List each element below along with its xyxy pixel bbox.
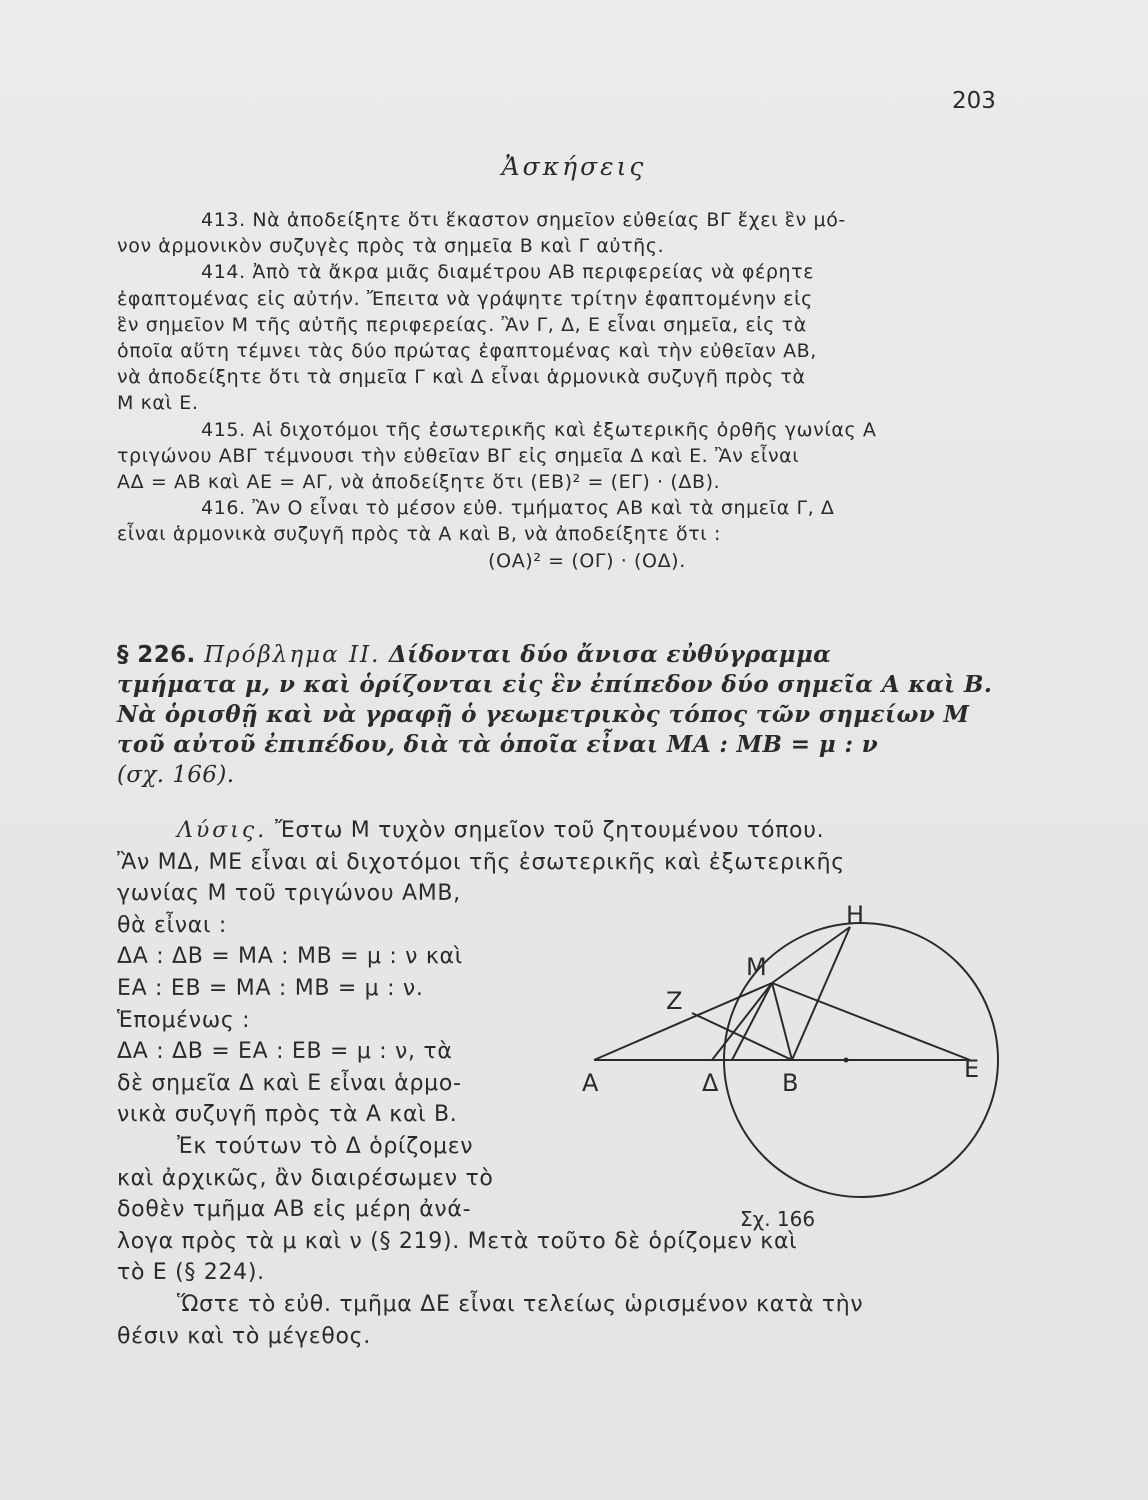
section-number: § 226.: [117, 642, 196, 668]
exercise-414-line: ἐφαπτομένας εἰς αὐτήν. Ἔπειτα νὰ γράψητε τρίτην ἐφαπτομένην εἰς: [117, 287, 813, 310]
problem-statement-line: Νὰ ὁρισθῇ καὶ νὰ γραφῇ ὁ γεωμετρικὸς τόπος τῶν σημείων Μ: [117, 701, 970, 728]
solution-line: Ἔστω Μ τυχὸν σημεῖον τοῦ ζητουμένου τόπου.: [274, 818, 825, 843]
figure-caption: Σχ. 166: [740, 1207, 816, 1231]
label-Z: Ζ: [666, 987, 683, 1015]
label-E: Ε: [964, 1055, 980, 1083]
solution-line: δὲ σημεῖα Δ καὶ Ε εἶναι ἁρμο-: [117, 1070, 462, 1096]
solution-line: Ὥστε τὸ εὐθ. τμῆμα ΔΕ εἶναι τελείως ὡρισμένον κατὰ τὴν: [177, 1291, 864, 1317]
solution-line: δοθὲν τμῆμα ΑΒ εἰς μέρη ἀνά-: [117, 1197, 472, 1223]
exercise-414-line: ὁποῖα αὕτη τέμνει τὰς δύο πρώτας ἐφαπτομένας καὶ τὴν εὐθεῖαν ΑΒ,: [117, 340, 817, 363]
solution-line: γωνίας Μ τοῦ τριγώνου ΑΜΒ,: [117, 881, 461, 907]
solution-line: Ἐκ τούτων τὸ Δ ὁρίζομεν: [177, 1133, 474, 1159]
page-number: 203: [952, 88, 996, 114]
solution-line: λογα πρὸς τὰ μ καὶ ν (§ 219). Μετὰ τοῦτο δὲ ὁρίζομεν καὶ: [117, 1228, 798, 1254]
solution-line: νικὰ συζυγῆ πρὸς τὰ Α καὶ Β.: [117, 1102, 458, 1128]
figure-166: [560, 895, 1000, 1205]
solution-line: καὶ ἀρχικῶς, ἂν διαιρέσωμεν τὸ: [117, 1165, 494, 1191]
exercise-416-line: εἶναι ἁρμονικὰ συζυγῆ πρὸς τὰ Α καὶ Β, νὰ ἀποδείξητε ὅτι :: [117, 523, 721, 546]
exercises-block: [117, 207, 997, 574]
solution-line: τὸ Ε (§ 224).: [117, 1260, 265, 1286]
exercise-414-line: Μ καὶ Ε.: [117, 392, 199, 415]
problem-statement-line: τοῦ αὐτοῦ ἐπιπέδου, διὰ τὰ ὁποῖα εἶναι ΜΑ : ΜΒ = μ : ν: [117, 731, 879, 758]
solution-line: Ἂν ΜΔ, ΜΕ εἶναι αἱ διχοτόμοι τῆς ἐσωτερικῆς καὶ ἐξωτερικῆς: [117, 849, 845, 875]
solution-equation: ΔΑ : ΔΒ = ΕΑ : ΕΒ = μ : ν, τὰ: [117, 1039, 453, 1065]
exercise-414-line: ἓν σημεῖον Μ τῆς αὐτῆς περιφερείας. Ἂν Γ, Δ, Ε εἶναι σημεῖα, εἰς τὰ: [117, 313, 807, 336]
solution-equation: ΔΑ : ΔΒ = ΜΑ : ΜΒ = μ : ν καὶ: [117, 944, 463, 970]
line-AM: [594, 983, 772, 1060]
line-MD: [712, 983, 772, 1060]
exercise-416-formula: (ΟΑ)² = (ΟΓ) · (ΟΔ).: [488, 549, 686, 572]
solution-line: θὰ εἶναι :: [117, 912, 227, 938]
label-A: Α: [582, 1069, 599, 1097]
line-MB: [772, 983, 792, 1060]
problem-statement-line: τμήματα μ, ν καὶ ὁρίζονται εἰς ἓν ἐπίπεδον δύο σημεῖα Α καὶ Β.: [117, 671, 993, 698]
exercises-heading: Ἀσκήσεις: [501, 152, 647, 181]
section-226: [117, 640, 997, 790]
solution-first-line: [117, 815, 1007, 847]
solution-equation: ΕΑ : ΕΒ = ΜΑ : ΜΒ = μ : ν.: [117, 975, 424, 1001]
label-B: Β: [782, 1069, 799, 1097]
line-ME: [772, 983, 970, 1060]
label-H: Η: [846, 901, 865, 929]
section-first-line: [117, 640, 997, 670]
exercise-415-line: τριγώνου ΑΒΓ τέμνουσι τὴν εὐθεῖαν ΒΓ εἰς σημεῖα Δ καὶ Ε. Ἂν εἶναι: [117, 444, 800, 467]
exercise-415-line: 415. Αἱ διχοτόμοι τῆς ἐσωτερικῆς καὶ ἐξωτερικῆς ὀρθῆς γωνίας Α: [201, 418, 877, 441]
exercise-416-line: 416. Ἂν Ο εἶναι τὸ μέσον εὐθ. τμήματος ΑΒ καὶ τὰ σημεῖα Γ, Δ: [201, 497, 835, 520]
solution-line: θέσιν καὶ τὸ μέγεθος.: [117, 1323, 371, 1349]
center-point: [844, 1058, 849, 1063]
exercise-413-line: νον ἁρμονικὸν συζυγὲς πρὸς τὰ σημεῖα Β καὶ Γ αὐτῆς.: [117, 235, 665, 258]
exercise-413-line: 413. Νὰ ἀποδείξητε ὅτι ἕκαστον σημεῖον εὐθείας ΒΓ ἔχει ἓν μό-: [201, 209, 846, 231]
label-D: Δ: [702, 1069, 719, 1097]
label-M: Μ: [746, 953, 767, 981]
exercise-415-line: ΑΔ = ΑΒ καὶ ΑΕ = ΑΓ, νὰ ἀποδείξητε ὅτι (ΕΒ)² = (ΕΓ) · (ΔΒ).: [117, 471, 721, 494]
exercise-414-line: νὰ ἀποδείξητε ὅτι τὰ σημεῖα Γ καὶ Δ εἶναι ἁρμονικὰ συζυγῆ πρὸς τὰ: [117, 366, 806, 389]
exercise-414-line: 414. Ἀπὸ τὰ ἄκρα μιᾶς διαμέτρου ΑΒ περιφερείας νὰ φέρητε: [201, 261, 815, 284]
figure-reference: (σχ. 166).: [117, 762, 235, 788]
solution-label: Λύσις.: [177, 818, 268, 843]
solution-line: Ἑπομένως :: [117, 1007, 251, 1033]
problem-statement-line: Δίδονται δύο ἄνισα εὐθύγραμμα: [388, 641, 832, 668]
problem-title: Πρόβλημα ΙΙ.: [204, 642, 381, 668]
